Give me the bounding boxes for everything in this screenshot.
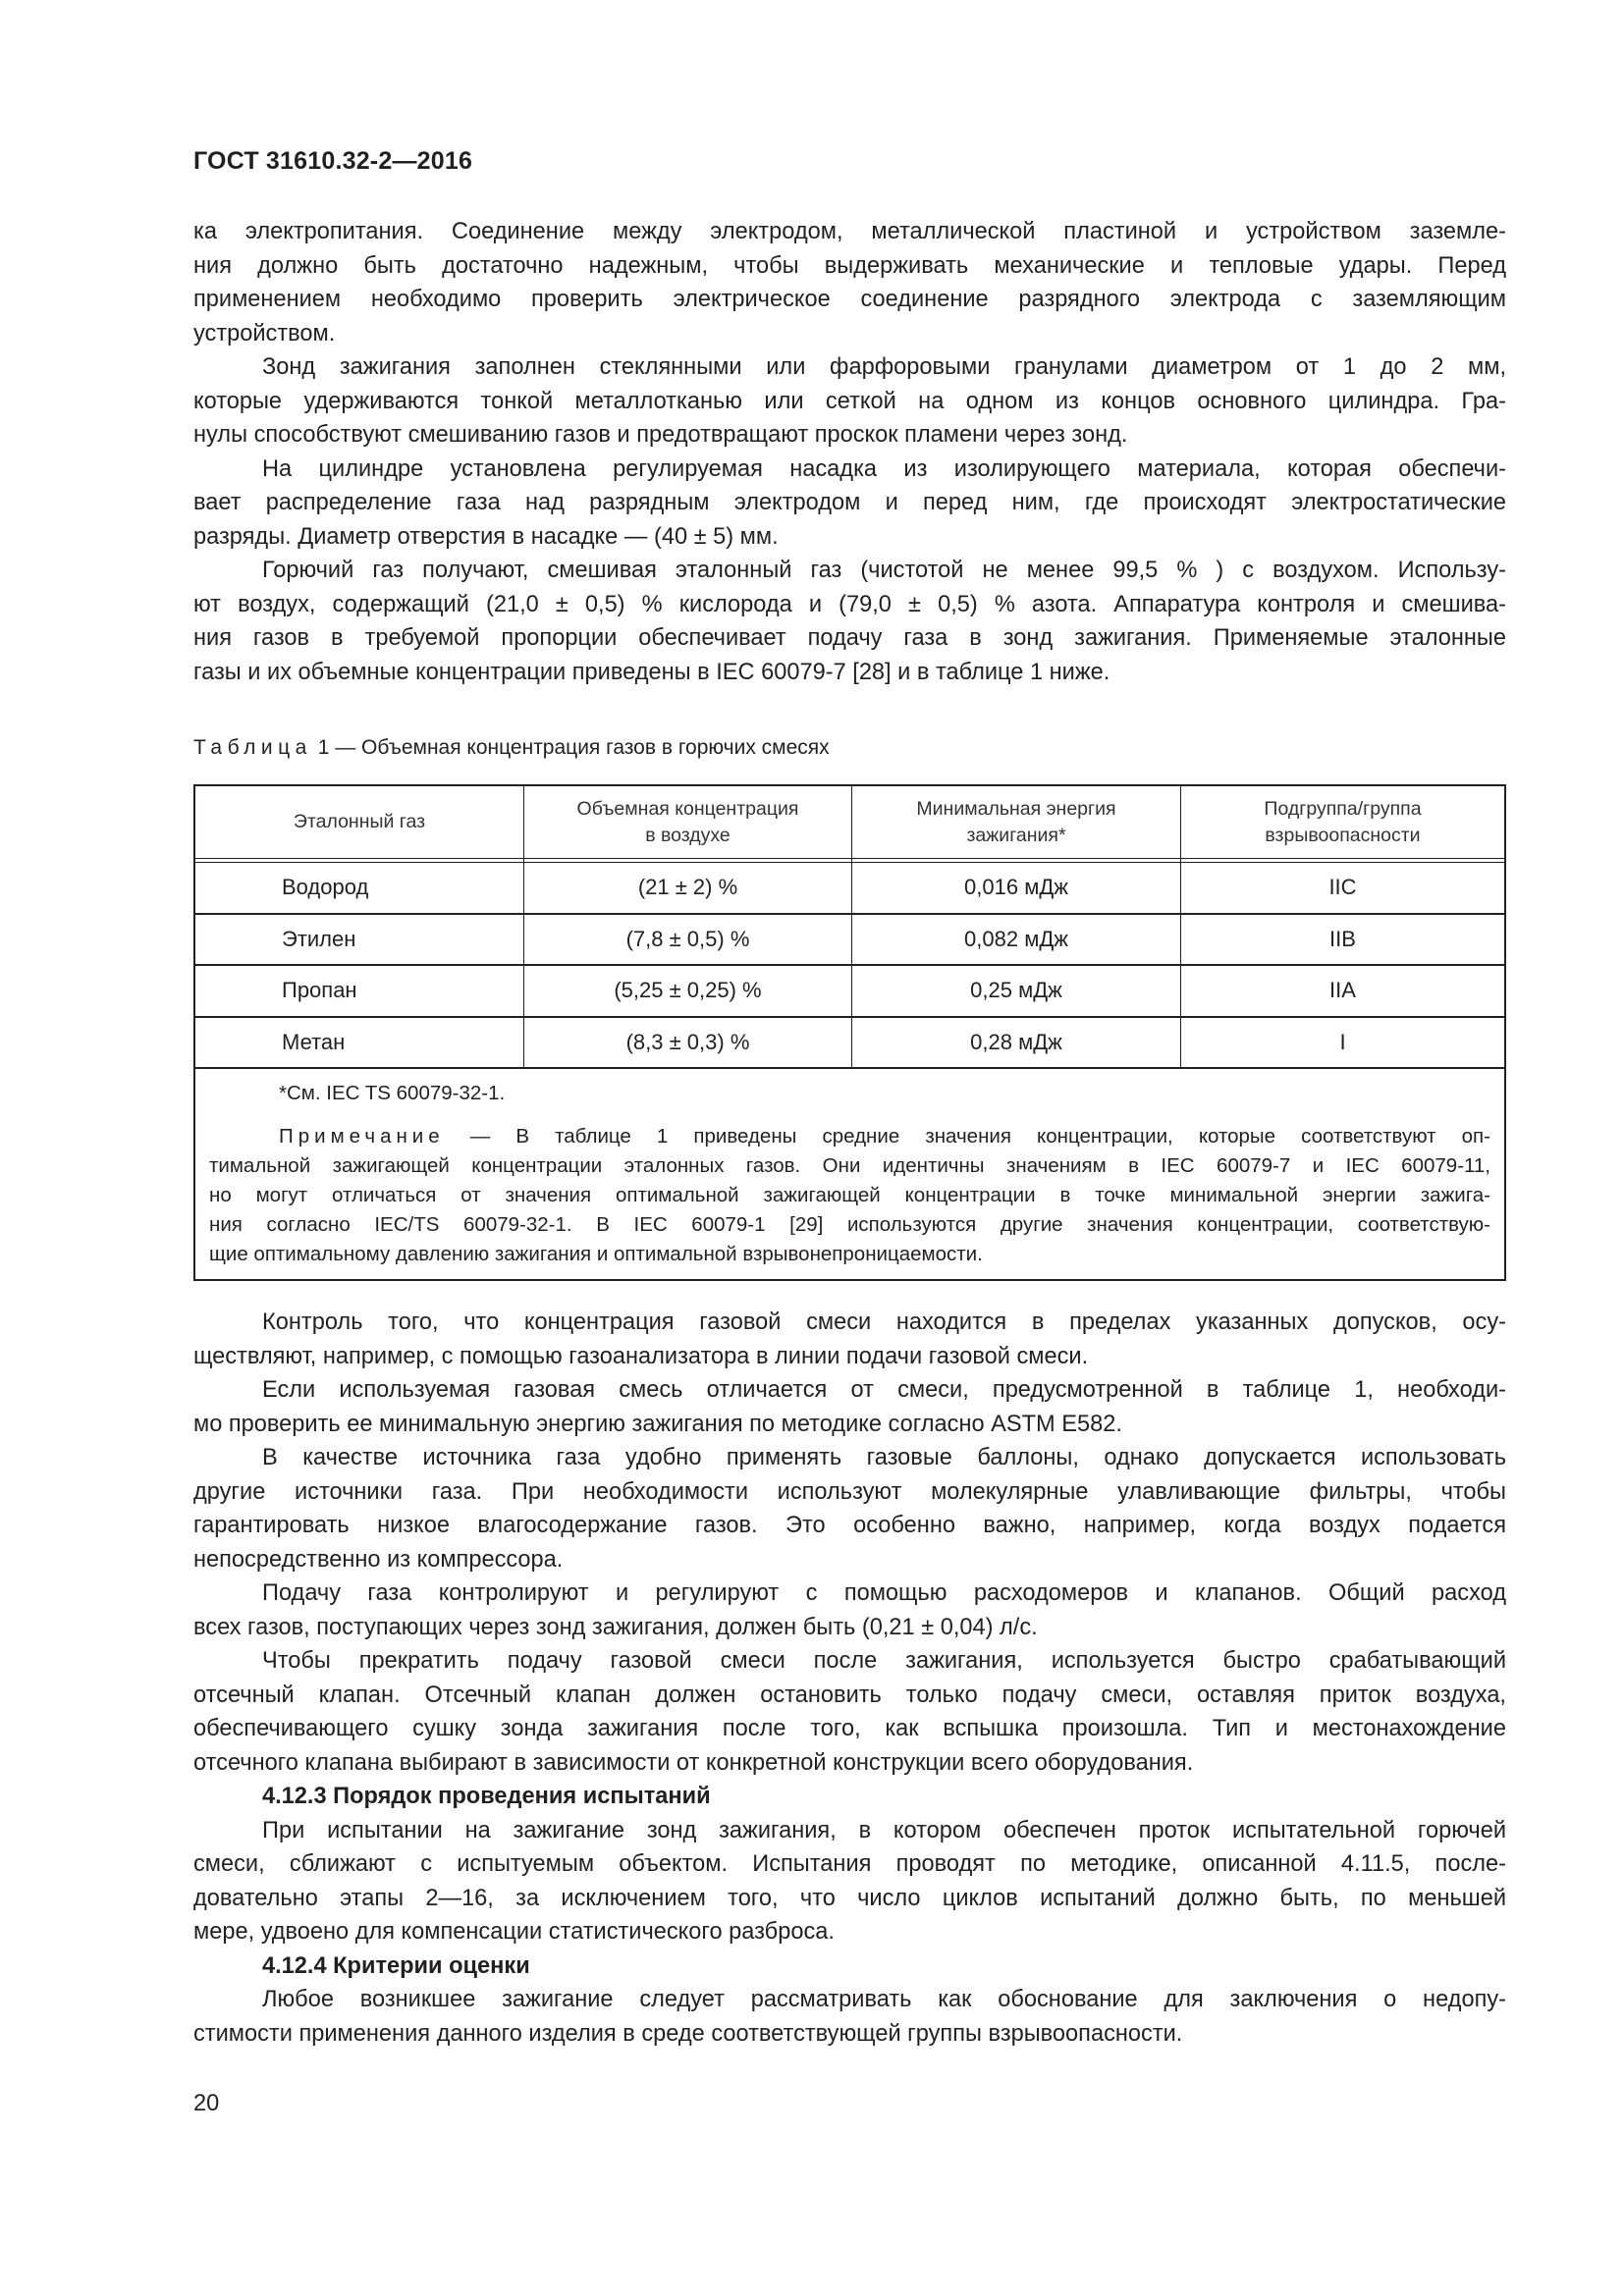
page-number: 20 xyxy=(193,2091,220,2116)
text-line: ния газов в требуемой пропорции обеспечивает подачу газа в зонд зажигания. Применяемые эталонные xyxy=(193,625,1506,651)
section-4-12-3 xyxy=(193,1780,1506,1949)
table-row xyxy=(195,915,1504,967)
table-notes xyxy=(195,1079,1504,1279)
cell-concentration: (21 ± 2) % xyxy=(524,863,852,913)
text-line: мере, удвоено для компенсации статистического разброса. xyxy=(193,1919,835,1945)
cell-group: IIB xyxy=(1329,926,1356,951)
text-line: нулы способствуют смешиванию газов и предотвращают проскок пламени через зонд. xyxy=(193,422,1128,448)
table-caption-text: 1 — Объемная концентрация газов в горючих смесях xyxy=(317,736,830,759)
body-text-bottom xyxy=(193,1306,1506,2051)
column-header-explosion-group: Подгруппа/группа взрывоопасности xyxy=(1264,797,1422,846)
paragraph-probe-granules xyxy=(193,350,1506,453)
text-line: применением необходимо проверить электрическое соединение разрядного электрода с заземляющим xyxy=(193,287,1506,312)
text-line: ния должно быть достаточно надежным, чтобы выдерживать механические и тепловые удары. Перед xyxy=(193,252,1506,279)
gas-concentration-table xyxy=(193,784,1506,1281)
text-line: При испытании на зажигание зонд зажигания, в котором обеспечен проток испытательной горючей xyxy=(262,1817,1506,1843)
text-line: стимости применения данного изделия в среде соответствующей группы взрывоопасности. xyxy=(193,2020,1183,2047)
table-note-line: но могут отличаться от значения оптимальной зажигающей концентрации в точке минимальной энергии зажига- xyxy=(209,1184,1490,1206)
paragraph-nozzle xyxy=(193,453,1506,555)
text-line: Подачу газа контролируют и регулируют с помощью расходомеров и клапанов. Общий расход xyxy=(262,1580,1506,1606)
table-footnote: *См. IEC TS 60079-32-1. xyxy=(279,1082,506,1104)
cell-gas: Метан xyxy=(195,1018,524,1068)
text-line: непосредственно из компрессора. xyxy=(193,1546,564,1573)
text-line: Горючий газ получают, смешивая эталонный газ (чистотой не менее 99,5 % ) с воздухом. Использу- xyxy=(262,558,1506,583)
column-header-min-ignition-energy: Минимальная энергия зажигания* xyxy=(852,786,1181,858)
table-caption xyxy=(193,734,830,762)
cell-concentration: (8,3 ± 0,3) % xyxy=(524,1018,852,1068)
cell-gas: Пропан xyxy=(195,966,524,1016)
cell-gas: Этилен xyxy=(195,915,524,965)
section-4-12-4 xyxy=(193,1949,1506,2052)
text-line: ют воздух, содержащий (21,0 ± 0,5) % кислорода и (79,0 ± 0,5) % азота. Аппаратура контроля и смешива- xyxy=(193,591,1506,617)
cell-group: I xyxy=(1339,1029,1346,1054)
body-text-top xyxy=(193,215,1506,689)
paragraph-continuation xyxy=(193,215,1506,350)
paragraph-gas-source xyxy=(193,1441,1506,1576)
text-line: Любое возникшее зажигание следует рассматривать как обоснование для заключения о недопу- xyxy=(262,1987,1506,2012)
text-line: отсечного клапана выбирают в зависимости от конкретной конструкции всего оборудования. xyxy=(193,1749,1194,1776)
text-line: отсечный клапан. Отсечный клапан должен остановить только подачу смеси, оставляя приток воздуха, xyxy=(193,1682,1506,1708)
table-note-line: Примечание — В таблице 1 приведены средние значения концентрации, которые соответствуют оп- xyxy=(279,1125,1490,1148)
cell-gas: Водород xyxy=(195,863,524,913)
cell-energy: 0,28 мДж xyxy=(852,1018,1181,1068)
text-line: ществляют, например, с помощью газоанализатора в линии подачи газовой смеси. xyxy=(193,1343,1089,1369)
section-heading: 4.12.3 Порядок проведения испытаний xyxy=(262,1784,711,1809)
column-header-reference-gas: Эталонный газ xyxy=(195,786,524,858)
text-line: устройством. xyxy=(193,320,336,347)
table-header-row xyxy=(195,786,1504,859)
text-line: мо проверить ее минимальную энергию зажигания по методике согласно ASTM E582. xyxy=(193,1411,1122,1437)
text-line: смеси, сближают с испытуемым объектом. Испытания проводят по методике, описанной 4.11.5, после- xyxy=(193,1851,1506,1877)
table-row xyxy=(195,1018,1504,1070)
table-note-line: ния согласно IEC/TS 60079-32-1. В IEC 60079-1 [29] используются другие значения концентрации, соответствую- xyxy=(209,1213,1490,1236)
text-line: ка электропитания. Соединение между электродом, металлической пластиной и устройством заземле- xyxy=(193,219,1506,244)
text-line: В качестве источника газа удобно применять газовые баллоны, однако допускается использовать xyxy=(262,1445,1506,1470)
text-line: другие источники газа. При необходимости используют молекулярные улавливающие фильтры, чтобы xyxy=(193,1478,1506,1505)
text-line: обеспечивающего сушку зонда зажигания после того, как вспышка произошла. Тип и местонахождение xyxy=(193,1716,1506,1741)
column-header-concentration: Объемная концентрация в воздухе xyxy=(524,786,852,858)
table-row xyxy=(195,966,1504,1018)
table-caption-label: Таблица xyxy=(193,736,312,759)
table-row xyxy=(195,863,1504,915)
cell-concentration: (5,25 ± 0,25) % xyxy=(524,966,852,1016)
text-line: разряды. Диаметр отверстия в насадке — (40 ± 5) мм. xyxy=(193,523,779,550)
text-line: На цилиндре установлена регулируемая насадка из изолирующего материала, которая обеспечи- xyxy=(262,455,1506,482)
text-line: вает распределение газа над разрядным электродом и перед ним, где происходят электростатические xyxy=(193,490,1506,515)
section-heading: 4.12.4 Критерии оценки xyxy=(262,1952,530,1979)
cell-energy: 0,016 мДж xyxy=(852,863,1181,913)
text-line: Контроль того, что концентрация газовой смеси находится в пределах указанных допусков, осу- xyxy=(262,1309,1506,1335)
text-line: гарантировать низкое влагосодержание газов. Это особенно важно, например, когда воздух подается xyxy=(193,1513,1506,1538)
standard-id-header: ГОСТ 31610.32-2—2016 xyxy=(193,147,473,175)
paragraph-concentration-control xyxy=(193,1306,1506,1373)
cell-energy: 0,082 мДж xyxy=(852,915,1181,965)
paragraph-other-mixture xyxy=(193,1373,1506,1441)
paragraph-flow-control xyxy=(193,1576,1506,1644)
text-line: Если используемая газовая смесь отличается от смеси, предусмотренной в таблице 1, необходи- xyxy=(262,1377,1506,1403)
cell-concentration: (7,8 ± 0,5) % xyxy=(524,915,852,965)
text-line: Зонд зажигания заполнен стеклянными или фарфоровыми гранулами диаметром от 1 до 2 мм, xyxy=(262,354,1506,380)
text-line: газы и их объемные концентрации приведены в IEC 60079-7 [28] и в таблице 1 ниже. xyxy=(193,659,1110,685)
cell-group: IIA xyxy=(1329,978,1356,1003)
text-line: довательно этапы 2—16, за исключением того, что число циклов испытаний должно быть, по меньшей xyxy=(193,1885,1506,1911)
paragraph-shutoff-valve xyxy=(193,1644,1506,1780)
note-label: Примечание xyxy=(279,1125,445,1148)
text-line: которые удерживаются тонкой металлотканью или сеткой на одном из концов основного цилиндра. Гра- xyxy=(193,388,1506,414)
cell-group: IIC xyxy=(1328,875,1357,900)
text-line: Чтобы прекратить подачу газовой смеси после зажигания, используется быстро срабатывающий xyxy=(262,1648,1506,1674)
cell-energy: 0,25 мДж xyxy=(852,966,1181,1016)
text-line: всех газов, поступающих через зонд зажигания, должен быть (0,21 ± 0,04) л/с. xyxy=(193,1614,1038,1640)
table-note-line: щие оптимальному давлению зажигания и оптимальной взрывонепроницаемости. xyxy=(209,1243,983,1265)
paragraph-gas-mixing xyxy=(193,554,1506,689)
table-note-line: тимальной зажигающей концентрации эталонных газов. Они идентичны значениям в IEC 60079-7 и IEC 60079-11, xyxy=(209,1154,1490,1177)
